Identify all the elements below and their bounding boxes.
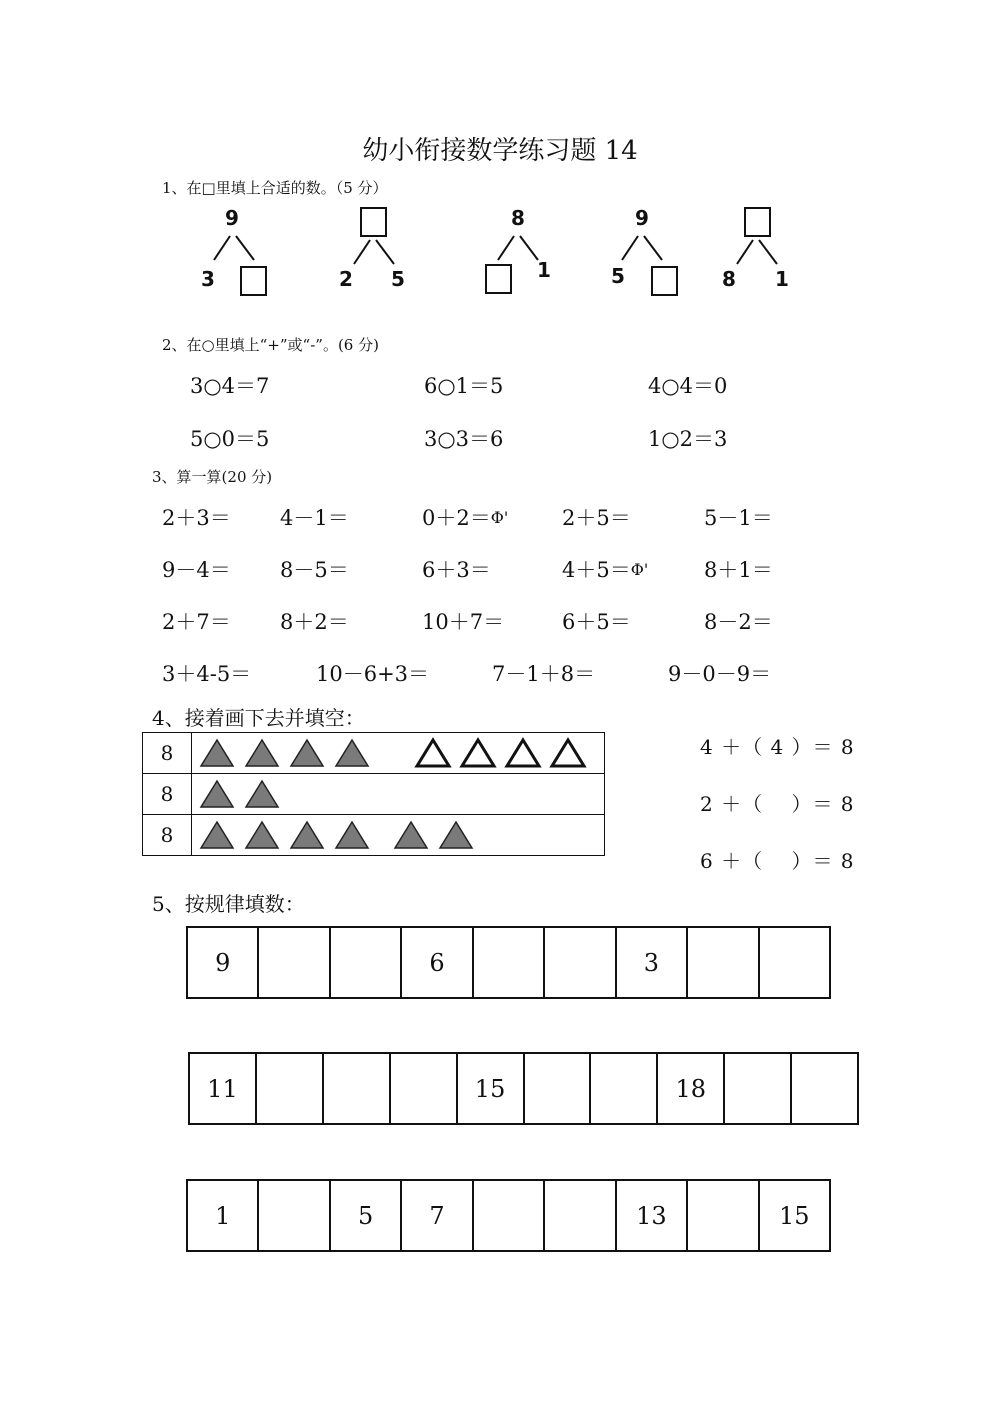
answer-box[interactable] bbox=[485, 264, 512, 294]
triangle-cell[interactable] bbox=[192, 815, 605, 856]
outline-triangle bbox=[459, 737, 497, 769]
stray-mark: Φ' bbox=[630, 560, 649, 579]
sequence-cell-blank[interactable] bbox=[259, 1181, 330, 1250]
sequence-cell-blank[interactable] bbox=[725, 1054, 792, 1123]
bond-right-number: 1 bbox=[537, 258, 551, 282]
sequence-cell-given: 1 bbox=[188, 1181, 259, 1250]
filled-triangle bbox=[392, 819, 430, 851]
sequence-cell-blank[interactable] bbox=[688, 928, 759, 997]
sequence-cell-blank[interactable] bbox=[688, 1181, 759, 1250]
sequence-cell-blank[interactable] bbox=[545, 928, 616, 997]
outline-triangle bbox=[414, 737, 452, 769]
calc-problem[interactable]: 10＋7＝ bbox=[422, 610, 505, 634]
calc-problem[interactable]: 8＋2＝ bbox=[280, 610, 349, 634]
outline-triangle bbox=[504, 737, 542, 769]
sequence-cell-blank[interactable] bbox=[257, 1054, 324, 1123]
filled-triangle bbox=[288, 819, 326, 851]
filled-triangle bbox=[243, 778, 281, 810]
calc-text: 4＋5＝ bbox=[562, 558, 631, 582]
bond-left-number: 2 bbox=[339, 267, 353, 291]
filled-triangle bbox=[333, 737, 371, 769]
triangle-row bbox=[192, 774, 604, 814]
calc-problem[interactable]: 8－5＝ bbox=[280, 558, 349, 582]
calc-problem[interactable]: 6＋3＝ bbox=[422, 558, 491, 582]
bond-right-number: 5 bbox=[391, 267, 405, 291]
page-title: 幼小衔接数学练习题 14 bbox=[362, 136, 638, 166]
filled-triangle bbox=[198, 819, 236, 851]
calc-problem[interactable] bbox=[562, 554, 648, 584]
sequence-cell-given: 18 bbox=[658, 1054, 725, 1123]
question-3-heading: 3、算一算(20 分) bbox=[152, 468, 273, 486]
filled-triangle bbox=[243, 737, 281, 769]
calc-problem[interactable]: 5－1＝ bbox=[704, 506, 773, 530]
answer-box[interactable] bbox=[744, 207, 771, 237]
answer-box[interactable] bbox=[360, 207, 387, 237]
sequence-cell-blank[interactable] bbox=[331, 928, 402, 997]
question-1-heading: 1、在□里填上合适的数。（5 分） bbox=[162, 179, 388, 197]
bond-left-number: 5 bbox=[611, 264, 625, 288]
calc-text: 0＋2＝ bbox=[422, 506, 491, 530]
question-5-heading: 5、按规律填数： bbox=[152, 892, 305, 916]
bond-branch-lines bbox=[733, 238, 783, 268]
operator-equation[interactable]: 3○4＝7 bbox=[190, 374, 270, 398]
sequence-grid bbox=[186, 1179, 831, 1252]
fill-equation[interactable]: 4 ＋（ 4 ）＝ 8 bbox=[700, 735, 855, 759]
operator-equation[interactable]: 4○4＝0 bbox=[648, 374, 728, 398]
calc-problem[interactable]: 6＋5＝ bbox=[562, 610, 631, 634]
question-4-heading: 4、接着画下去并填空： bbox=[152, 706, 365, 730]
bond-left-number: 8 bbox=[722, 267, 736, 291]
table-row bbox=[143, 815, 605, 856]
calc-problem[interactable] bbox=[422, 502, 508, 532]
bond-left-number: 3 bbox=[201, 267, 215, 291]
filled-triangle bbox=[288, 737, 326, 769]
sequence-cell-blank[interactable] bbox=[474, 1181, 545, 1250]
operator-equation[interactable]: 3○3＝6 bbox=[424, 427, 504, 451]
sequence-grid bbox=[186, 926, 831, 999]
answer-box[interactable] bbox=[651, 266, 678, 296]
calc-problem[interactable]: 2＋3＝ bbox=[162, 506, 231, 530]
sequence-cell-blank[interactable] bbox=[391, 1054, 458, 1123]
sequence-cell-given: 15 bbox=[458, 1054, 525, 1123]
operator-equation[interactable]: 5○0＝5 bbox=[190, 427, 270, 451]
calc-problem[interactable]: 8－2＝ bbox=[704, 610, 773, 634]
calc-problem[interactable]: 10－6+3＝ bbox=[316, 662, 430, 686]
table-row bbox=[143, 733, 605, 774]
sequence-cell-blank[interactable] bbox=[792, 1054, 857, 1123]
bond-top-number: 9 bbox=[635, 206, 649, 230]
triangle-row bbox=[192, 815, 604, 855]
bond-branch-lines bbox=[350, 238, 400, 268]
bond-top-number: 9 bbox=[225, 206, 239, 230]
filled-triangle bbox=[198, 737, 236, 769]
row-count: 8 bbox=[143, 815, 192, 856]
operator-equation[interactable]: 6○1＝5 bbox=[424, 374, 504, 398]
sequence-cell-given: 11 bbox=[190, 1054, 257, 1123]
filled-triangle bbox=[243, 819, 281, 851]
answer-box[interactable] bbox=[240, 266, 267, 296]
triangle-cell[interactable] bbox=[192, 774, 605, 815]
table-row bbox=[143, 774, 605, 815]
sequence-cell-blank[interactable] bbox=[760, 928, 829, 997]
sequence-cell-given: 9 bbox=[188, 928, 259, 997]
stray-mark: Φ' bbox=[490, 508, 509, 527]
sequence-grid bbox=[188, 1052, 859, 1125]
sequence-cell-blank[interactable] bbox=[545, 1181, 616, 1250]
sequence-cell-given: 15 bbox=[778, 1201, 810, 1230]
bond-branch-lines bbox=[210, 234, 260, 264]
sequence-cell-blank[interactable] bbox=[324, 1054, 391, 1123]
sequence-cell-blank[interactable] bbox=[525, 1054, 592, 1123]
sequence-cell-given: 6 bbox=[402, 928, 473, 997]
sequence-cell-blank[interactable] bbox=[591, 1054, 658, 1123]
bond-branch-lines bbox=[618, 234, 668, 264]
filled-triangle bbox=[333, 819, 371, 851]
fill-equation[interactable]: 6 ＋（ ）＝ 8 bbox=[700, 849, 855, 873]
triangle-table bbox=[142, 732, 605, 856]
triangle-row bbox=[192, 733, 604, 773]
sequence-cell-given: 13 bbox=[617, 1181, 688, 1250]
sequence-cell-given: 3 bbox=[617, 928, 688, 997]
triangle-cell[interactable] bbox=[192, 733, 605, 774]
calc-problem[interactable]: 7－1＋8＝ bbox=[492, 662, 596, 686]
calc-problem[interactable]: 3＋4-5＝ bbox=[162, 662, 252, 686]
filled-triangle bbox=[198, 778, 236, 810]
sequence-cell-given: 7 bbox=[402, 1181, 473, 1250]
calc-problem[interactable]: 8＋1＝ bbox=[704, 558, 773, 582]
question-2-heading: 2、在○里填上“+”或“-”。(6 分) bbox=[162, 336, 379, 354]
sequence-cell-blank[interactable] bbox=[474, 928, 545, 997]
operator-equation[interactable]: 1○2＝3 bbox=[648, 427, 728, 451]
bond-right-number: 1 bbox=[775, 267, 789, 291]
calc-problem[interactable]: 4－1＝ bbox=[280, 506, 349, 530]
sequence-cell-given: 5 bbox=[331, 1181, 402, 1250]
filled-triangle bbox=[437, 819, 475, 851]
bond-top-number: 8 bbox=[511, 206, 525, 230]
calc-problem[interactable]: 2＋7＝ bbox=[162, 610, 231, 634]
row-count: 8 bbox=[143, 774, 192, 815]
calc-problem[interactable]: 9－0－9＝ bbox=[668, 662, 772, 686]
fill-equation[interactable]: 2 ＋（ ）＝ 8 bbox=[700, 792, 855, 816]
calc-problem[interactable]: 9－4＝ bbox=[162, 558, 231, 582]
sequence-cell-blank[interactable] bbox=[259, 928, 330, 997]
outline-triangle bbox=[549, 737, 587, 769]
row-count: 8 bbox=[143, 733, 192, 774]
calc-problem[interactable]: 2＋5＝ bbox=[562, 506, 631, 530]
